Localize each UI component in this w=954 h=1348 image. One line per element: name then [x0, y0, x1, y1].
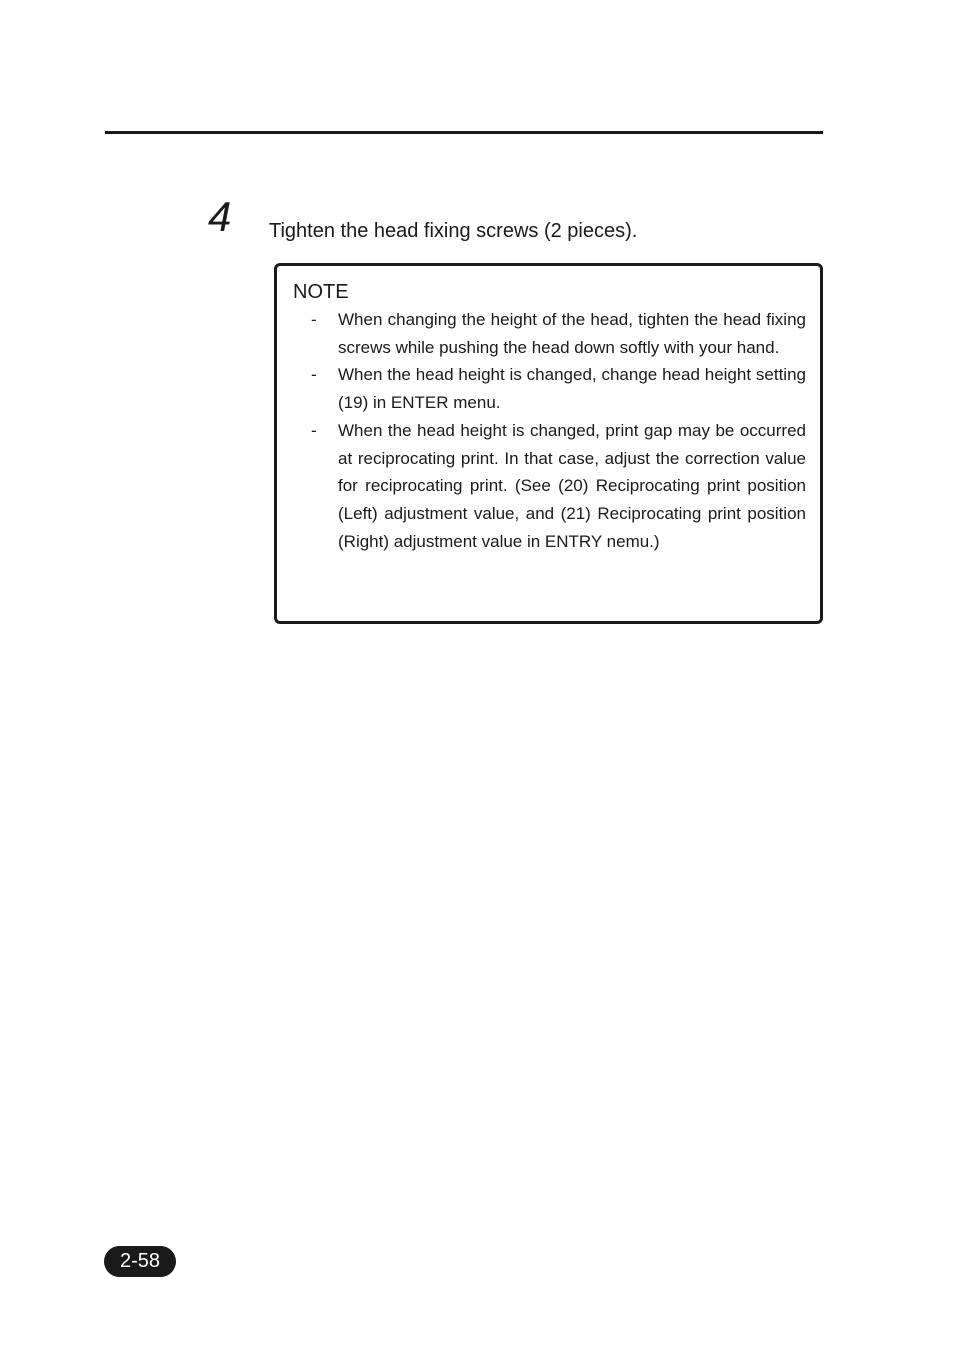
note-item — [277, 417, 820, 556]
note-item — [277, 306, 820, 361]
note-item-text: When the head height is changed, change head height setting (19) in ENTER menu. — [338, 365, 806, 413]
bullet-dash: - — [311, 365, 317, 385]
note-box — [274, 263, 823, 624]
note-item-text: When changing the height of the head, tighten the head fixing screws while pushing the head down softly with your hand. — [338, 310, 806, 357]
note-title: NOTE — [293, 281, 349, 303]
bullet-dash: - — [311, 420, 317, 440]
step-instruction: Tighten the head fixing screws (2 pieces). — [269, 220, 638, 242]
note-list — [277, 306, 820, 555]
note-item — [277, 361, 820, 416]
page-number-badge: 2-58 — [104, 1246, 176, 1277]
note-item-text: When the head height is changed, print gap may be occurred at reciprocating print. In that case, adjust the correction value for reciprocating print. (See (20) Reciprocating print position (Left) adjustment value, and (21) Reciprocating print position (Right) adjustment value in ENTRY nemu.) — [338, 420, 806, 551]
bullet-dash: - — [311, 310, 317, 329]
step-number: 4 — [208, 193, 232, 240]
header-rule — [105, 131, 823, 134]
